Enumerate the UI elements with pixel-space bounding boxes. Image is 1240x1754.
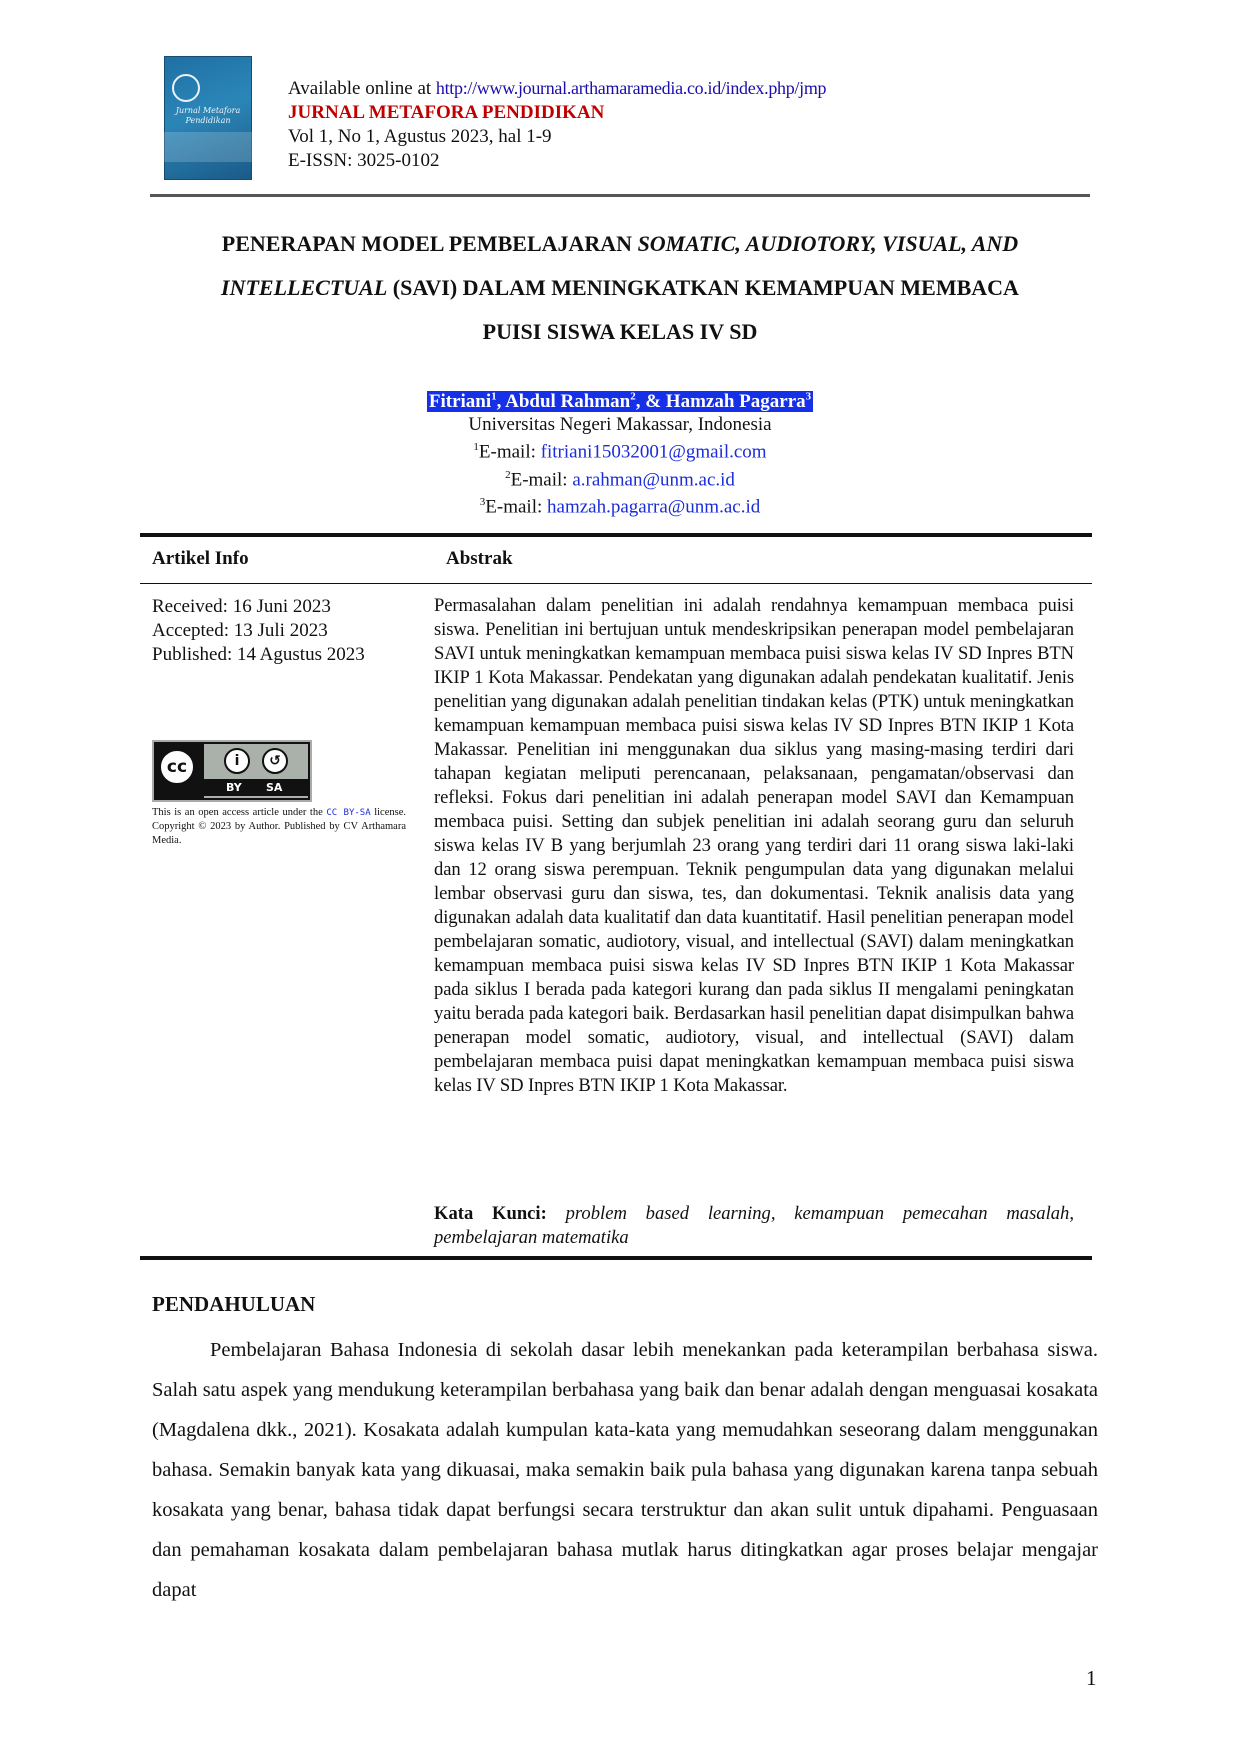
page-number: 1 [1086,1666,1097,1690]
email-line-2 [150,464,1090,491]
email-line-3 [150,491,1090,518]
affiliation: Universitas Negeri Makassar, Indonesia [468,414,772,436]
journal-header [288,76,826,173]
cc-badge-label [204,779,308,796]
share-alike-icon: ↺ [262,748,288,774]
author-1: Fitriani [428,391,492,413]
email-2-sup: 2 [505,468,511,481]
cc-label-sa: SA [266,781,283,794]
info-top-rule [140,533,1092,537]
title-line2-b: (SAVI) DALAM MENINGKATKAN KEMAMPUAN MEMBACA [387,275,1019,300]
received-date: Received: 16 Juni 2023 [152,596,331,617]
volume-info: Vol 1, No 1, Agustus 2023, hal 1-9 [288,126,552,147]
paper-title [150,222,1090,354]
abstract-text: Permasalahan dalam penelitian ini adalah rendahnya kemampuan membaca puisi siswa. Penelitian ini bertujuan untuk mendeskripsikan penerapan model pembelajaran SAVI untuk meningkatkan kemampuan membaca puisi siswa kelas IV SD Inpres BTN IKIP 1 Kota Makassar. Pendekatan yang digunakan adalah pendekatan kualitatif. Jenis penelitian yang digunakan adalah penelitian tindakan kelas (PTK) untuk meningkatkan kemampuan kemampuan membaca puisi siswa kelas IV SD Inpres BTN IKIP 1 Kota Makassar. Penelitian ini menggunakan dua siklus yang masing-masing terdiri dari tahapan kegiatan meliputi perencanaan, pelaksanaan, pengamatan/observasi dan refleksi. Fokus dari penelitian ini adalah penerapan model SAVI dan Kemampuan membaca puisi. Setting dan subjek penelitian ini adalah seorang guru dan seluruh siswa kelas IV B yang berjumlah 23 orang yang terdiri dari 11 orang siswa laki-laki dan 12 orang siswa perempuan. Teknik pengumpulan data yang digunakan melalui lembar observasi guru dan siswa, tes, dan dokumentasi. Teknik analisis data yang digunakan adalah data kualitatif dan data kuantitatif. Hasil penelitian penerapan model pembelajaran somatic, audiotory, visual, and intellectual (SAVI) dalam meningkatkan kemampuan membaca puisi siswa kelas IV SD Inpres BTN IKIP 1 Kota Makassar pada siklus I berada pada kategori kurang dan pada siklus II mengalami peningkatan yaitu berada pada kategori baik. Berdasarkan hasil penelitian dapat disimpulkan bahwa penerapan model somatic, audiotory, visual, and intellectual (SAVI) dalam pembelajaran membaca puisi dapat meningkatkan kemampuan membaca puisi siswa kelas IV SD Inpres BTN IKIP 1 Kota Makassar. [434,595,1074,1096]
email-3-sup: 3 [479,495,486,508]
author-2-sup: 2 [630,391,636,403]
email-1-sup: 1 [473,441,479,454]
journal-name: JURNAL METAFORA PENDIDIKAN [288,102,605,123]
email-1-label: E-mail: [478,441,541,463]
title-line1-b: SOMATIC, AUDIOTORY, VISUAL, AND [637,231,1019,256]
email-line-1 [150,436,1090,463]
license-post: license. Copyright © 2023 by Author. Published by CV Arthamara Media. [152,807,406,846]
license-note [152,806,406,848]
keywords [434,1202,1074,1250]
email-3-label: E-mail: [485,496,548,518]
info-header-rule [140,583,1092,584]
abstrak-heading: Abstrak [446,548,513,569]
info-bottom-rule [140,1256,1092,1260]
journal-url-link[interactable]: http://www.journal.arthamaramedia.co.id/index.php/jmp [435,78,827,98]
author-names [427,391,813,412]
header-divider [150,194,1090,197]
keywords-label: Kata Kunci: [434,1203,547,1224]
author-1-sup: 1 [491,391,497,403]
section-heading-pendahuluan: PENDAHULUAN [152,1292,316,1316]
email-1-link[interactable]: fitriani15032001@gmail.com [540,441,767,463]
cc-by-sa-badge [152,740,312,802]
cover-band [164,132,252,162]
license-pre: This is an open access article under the [152,807,323,818]
artikel-info-heading: Artikel Info [152,548,249,569]
availability-line [288,76,826,101]
journal-logo-icon [172,74,200,102]
author-3: , & Hamzah Pagarra [635,391,806,413]
cc-label-by: BY [226,781,242,794]
journal-cover-image [164,56,252,180]
cc-icon: cc [158,748,196,786]
author-block [150,386,1090,518]
author-2: , Abdul Rahman [496,391,631,413]
author-3-sup: 3 [805,391,812,403]
license-link[interactable]: CC BY-SA [326,808,371,818]
title-line1-a: PENERAPAN MODEL PEMBELAJARAN [221,231,638,256]
email-2-label: E-mail: [510,468,573,490]
title-line3: PUISI SISWA KELAS IV SD [482,319,758,344]
cover-title: Jurnal Metafora Pendidikan [175,106,241,125]
available-prefix: Available online at [288,78,432,99]
title-line2-a: INTELLECTUAL [221,275,388,300]
attribution-icon: i [224,748,250,774]
email-3-link[interactable]: hamzah.pagarra@unm.ac.id [547,496,761,518]
published-date: Published: 14 Agustus 2023 [152,644,365,665]
keywords-value: problem based learning, kemampuan pemecahan masalah, pembelajaran matematika [434,1203,1075,1248]
issn: E-ISSN: 3025-0102 [288,150,440,171]
intro-paragraph: Pembelajaran Bahasa Indonesia di sekolah dasar lebih menekankan pada keterampilan berbahasa siswa. Salah satu aspek yang mendukung keterampilan berbahasa yang baik dan benar adalah dengan menguasai kosakata (Magdalena dkk., 2021). Kosakata adalah kumpulan kata-kata yang memudahkan seseorang dalam menggunakan bahasa. Semakin banyak kata yang dikuasai, maka semakin baik pula bahasa yang digunakan karena tanpa sebuah kosakata yang benar, bahasa tidak dapat berfungsi secara terstruktur dan akan sulit untuk dipahami. Penguasaan dan pemahaman kosakata dalam pembelajaran bahasa mutlak harus ditingkatkan agar proses belajar mengajar dapat [152,1339,1098,1601]
email-2-link[interactable]: a.rahman@unm.ac.id [572,468,735,490]
article-dates [152,595,365,667]
accepted-date: Accepted: 13 Juli 2023 [152,620,328,641]
cc-badge-panel [204,744,308,798]
